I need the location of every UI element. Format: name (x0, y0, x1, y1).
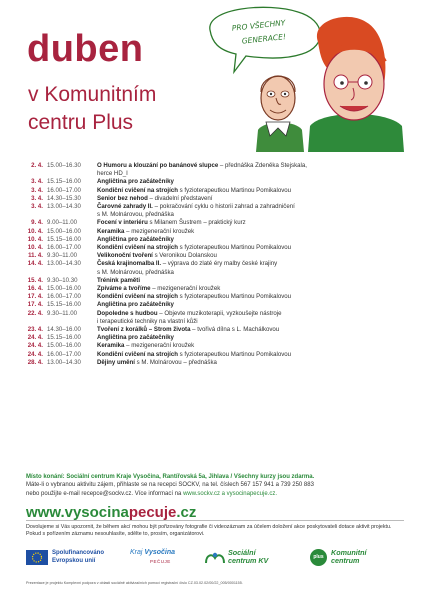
event-row (26, 178, 406, 186)
website-link[interactable] (26, 504, 196, 521)
event-description (97, 293, 406, 301)
eu-flag-icon (26, 550, 48, 565)
event-date: 3. 4. (31, 186, 43, 194)
event-time: 15.00–16.00 (47, 227, 81, 235)
eu-logo-line-2: Evropskou unií (52, 557, 96, 564)
socialni-centrum-icon (204, 551, 226, 565)
event-row (26, 260, 406, 268)
event-schedule (26, 162, 406, 367)
event-time: 15.15–16.00 (47, 178, 81, 186)
event-title: Kondiční cvičení na strojích (97, 293, 178, 301)
event-date: 24. 4. (27, 342, 43, 350)
event-description (97, 252, 406, 260)
event-continuation: s M. Molnárovou, přednáška (97, 211, 174, 219)
event-title: Angličtina pro začátečníky (97, 178, 174, 186)
event-row (26, 351, 406, 359)
event-time: 15.15–16.00 (47, 334, 81, 342)
event-time: 9.30–10.30 (47, 276, 78, 284)
event-time: 13.00–14.30 (47, 358, 81, 366)
event-title: Angličtina pro začátečníky (97, 235, 174, 243)
sc-line-2: centrum KV (228, 556, 269, 565)
event-date: 10. 4. (27, 235, 43, 243)
event-row (26, 187, 406, 195)
subtitle-line-1: v Komunitním (28, 83, 157, 106)
event-row (26, 203, 406, 211)
event-continuation: i terapeutické techniky na vlastní kůži (97, 317, 198, 325)
contact-line (26, 490, 406, 498)
event-row (26, 236, 406, 244)
event-detail: – Objevte muzikoterapii, vyzkoušejte nástroje (157, 309, 282, 317)
event-description (97, 334, 406, 342)
event-time: 16.00–17.00 (47, 350, 81, 358)
event-title: Angličtina pro začátečníky (97, 301, 174, 309)
vysocina-text: Vysočina (144, 549, 176, 556)
event-row (26, 359, 406, 367)
event-description (97, 187, 406, 195)
event-description (97, 285, 406, 293)
event-time: 13.00–14.30 (47, 203, 81, 211)
event-detail: s fyzioterapeutkou Martinou Pomikalovou (177, 350, 292, 358)
event-title: Senior bez nehod (97, 194, 148, 202)
event-detail: – pokračování cyklu o historii zahrad a zahradničení (152, 203, 295, 211)
eu-logo-line-1: Spolufinancováno (52, 550, 105, 556)
logo-strip (26, 546, 406, 576)
website-part-1: www.vysocina (26, 504, 129, 521)
event-time: 14.30–16.00 (47, 326, 81, 334)
event-description (97, 260, 406, 268)
event-row (26, 244, 406, 252)
event-detail: s Veronikou Dolanskou (152, 252, 217, 260)
website-part-3: .cz (176, 504, 197, 521)
event-description (97, 219, 406, 227)
illustration-two-seniors (198, 2, 418, 152)
event-detail: s fyzioterapeutkou Martinou Pomikalovou (177, 293, 292, 301)
event-continuation: s M. Molnárovou, přednáška (97, 268, 174, 276)
event-row (26, 310, 406, 318)
event-description (97, 228, 406, 236)
event-row (26, 195, 406, 203)
event-date: 10. 4. (27, 244, 43, 252)
event-description (97, 236, 406, 244)
venue-line (26, 473, 406, 481)
month-title: duben (27, 28, 144, 70)
event-row (26, 334, 406, 342)
event-description (97, 244, 406, 252)
event-time: 9.30–11.00 (47, 309, 78, 317)
event-title: Kondiční cvičení na strojích (97, 186, 178, 194)
event-detail: – divadelní představení (147, 194, 213, 202)
venue-label: Místo konání: (26, 474, 65, 480)
event-title: O Humoru a klouzání po banánové slupce (97, 162, 219, 169)
event-description (97, 301, 406, 309)
disclaimer-text: Dovolujeme si Vás upozornit, že během akcí mohou být pořizovány fotografie či videozáznam za účelem doložení akce poskytovateli dotace aktivit projektu. Pokud s pořízením záznamu nesouhlasíte, sdělte to, prosím, organizátorovi. (26, 524, 392, 537)
event-description (97, 195, 406, 203)
event-time: 16.00–17.00 (47, 293, 81, 301)
event-date: 22. 4. (27, 309, 43, 317)
event-date: 14. 4. (27, 260, 43, 268)
event-row (26, 277, 406, 285)
event-time: 16.00–17.00 (47, 244, 81, 252)
event-description (97, 162, 406, 170)
event-date: 24. 4. (27, 350, 43, 358)
event-time: 13.00–14.30 (47, 260, 81, 268)
event-detail: – mezigenerační kroužek (124, 342, 195, 350)
event-time: 15.00–16.30 (47, 162, 81, 169)
event-description (97, 310, 406, 318)
kc-line-1: Komunitní (331, 548, 367, 557)
event-date: 10. 4. (27, 227, 43, 235)
event-description (97, 326, 406, 334)
info-block (26, 473, 406, 498)
event-title: Focení v interiéru (97, 219, 148, 227)
event-row (26, 301, 406, 309)
event-title: Kondiční cvičení na strojích (97, 350, 178, 358)
divider (26, 520, 404, 521)
event-date: 11. 4. (28, 252, 43, 260)
event-time: 15.00–16.00 (47, 285, 81, 293)
event-date: 9. 4. (31, 219, 43, 227)
event-date: 3. 4. (31, 203, 43, 211)
event-time: 16.00–17.00 (47, 186, 81, 194)
event-detail: – přednáška Zdeněka Stejskala, (218, 162, 307, 169)
event-description (97, 359, 406, 367)
event-time: 15.00–16.00 (47, 342, 81, 350)
event-title: Dějiny umění (97, 358, 135, 366)
sc-line-1: Sociální (228, 548, 256, 557)
event-detail: s M. Molnárovou – přednáška (134, 358, 217, 366)
event-detail: – mezigenerační kroužek (150, 285, 221, 293)
event-time: 15.15–16.00 (47, 235, 81, 243)
event-description (97, 277, 406, 285)
kc-line-2: centrum (331, 556, 360, 565)
contact-text: nebo použijte e-mail recepce@sockv.cz. Více informací na (26, 490, 184, 497)
event-description (97, 203, 406, 211)
event-time: 9.00–11.00 (47, 219, 78, 227)
event-detail: s fyzioterapeutkou Martinou Pomikalovou (177, 244, 292, 252)
event-title: Kondiční cvičení na strojích (97, 244, 178, 252)
event-date: 23. 4. (27, 326, 43, 334)
event-row (26, 219, 406, 227)
event-detail: – výprava do zlaté éry malby české krajiny (161, 260, 278, 268)
event-time: 15.15–16.00 (47, 301, 81, 309)
event-detail: – tvořivá dílna s L. Machálkovou (190, 326, 280, 334)
event-detail: s fyzioterapeutkou Martinou Pomikalovou (177, 186, 292, 194)
event-continuation: herce HD_I (97, 170, 128, 178)
website-part-2: pecuje (128, 504, 177, 521)
event-title: Trénink paměti (97, 276, 141, 284)
event-time: 14.30–15.30 (47, 194, 81, 202)
event-row (26, 342, 406, 350)
footer-registration: Prezentace je projektu Komplexní podpora v oblasti sociálně aktivizačních pomocí registrační číslo CZ.03.02.02/00/22_005/0001155. (26, 581, 243, 585)
event-title: Keramika (97, 342, 125, 350)
event-date: 16. 4. (27, 285, 43, 293)
event-date: 2. 4. (31, 162, 43, 169)
event-title: Angličtina pro začátečníky (97, 334, 174, 342)
subtitle-line-2: centru Plus (28, 111, 134, 134)
event-time: 9.30–11.00 (47, 252, 78, 260)
contact-links[interactable]: www.sockv.cz a vysocinapecuje.cz. (183, 490, 277, 497)
event-title: Keramika (97, 227, 125, 235)
poster-header (0, 0, 424, 150)
event-detail: – mezigenerační kroužek (124, 227, 195, 235)
event-description (97, 178, 406, 186)
event-row (26, 162, 406, 170)
event-date: 3. 4. (31, 178, 43, 186)
event-date: 17. 4. (27, 293, 43, 301)
event-date: 24. 4. (27, 334, 43, 342)
man-figure (256, 76, 304, 152)
event-row (26, 228, 406, 236)
event-row (26, 252, 406, 260)
registration-line: Máte-li o vybranou aktivitu zájem, přihlaste se na recepci SOCKV, na tel. číslech 567 157 941 a 739 250 883 (26, 482, 314, 489)
plus-badge-icon: plus (310, 549, 327, 566)
event-row (26, 326, 406, 334)
event-row (26, 293, 406, 301)
event-title: Velikonoční tvoření (97, 252, 153, 260)
venue-text: Sociální centrum Kraje Vysočina, Rantířovská 5a, Jihlava / Všechny kurzy jsou zdarma. (64, 474, 315, 480)
event-description (97, 342, 406, 350)
event-date: 3. 4. (31, 194, 43, 202)
event-detail: s Milanem Šustrem – praktický kurz (147, 219, 246, 227)
event-title: Čarovné zahrady II. (97, 203, 153, 211)
event-title: Česká krajinomalba II. (97, 260, 162, 268)
event-date: 15. 4. (27, 276, 43, 284)
woman-figure (308, 17, 404, 152)
event-description (97, 351, 406, 359)
kraj-text: Kraj (130, 549, 143, 556)
event-title: Tvoření z korálků – Strom života (97, 326, 191, 334)
bubble-line-2: GENERACE! (241, 32, 287, 46)
event-title: Dopoledne s hudbou (97, 309, 158, 317)
event-date: 28. 4. (27, 358, 43, 366)
pecuje-text: PEČUJE (150, 559, 171, 564)
event-date: 17. 4. (27, 301, 43, 309)
event-row (26, 285, 406, 293)
bubble-line-1: PRO VŠECHNY (231, 18, 286, 33)
event-title: Zpíváme a tvoříme (97, 285, 151, 293)
